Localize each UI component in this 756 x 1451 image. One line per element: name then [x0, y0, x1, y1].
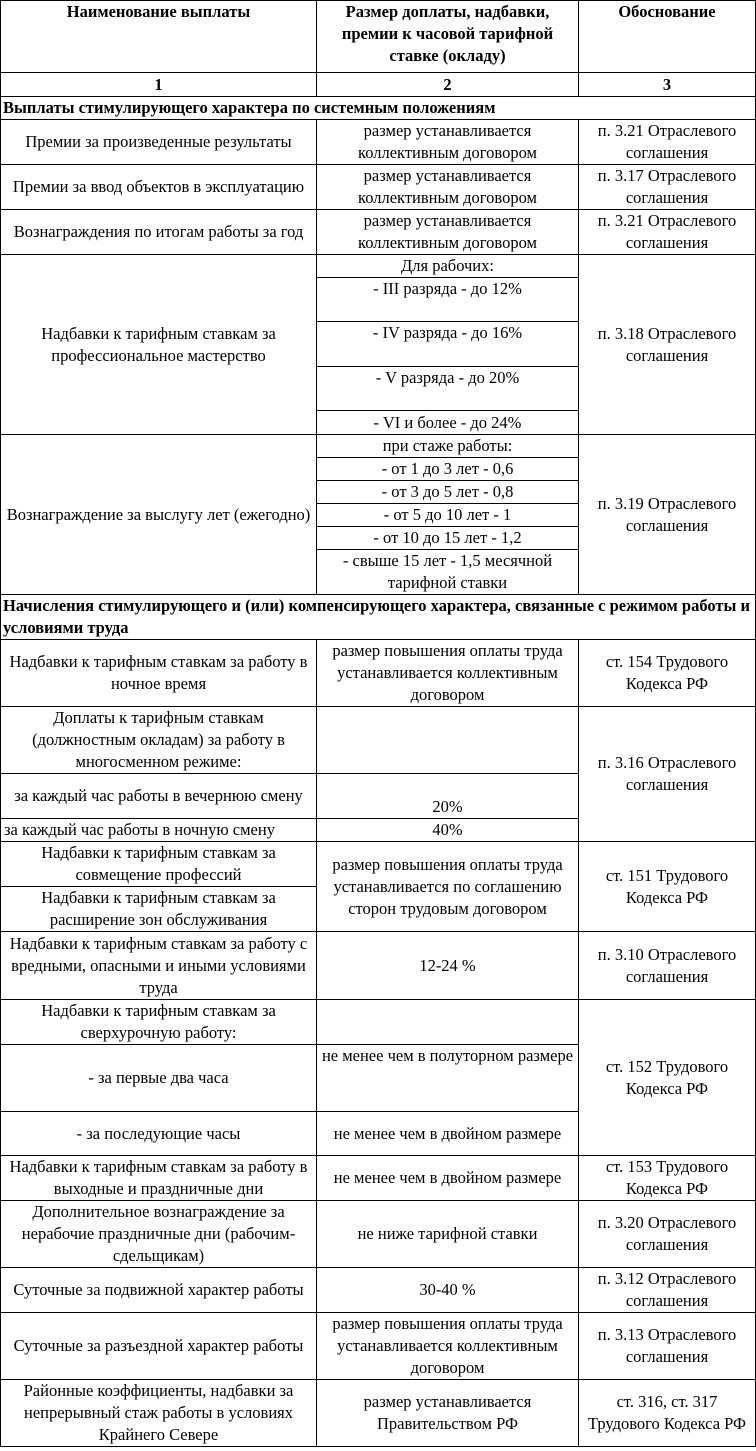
payment-size [317, 707, 579, 774]
table-row [1, 932, 756, 1000]
table-row [1, 1156, 756, 1201]
column-number-row [1, 73, 756, 97]
payment-name: Надбавки к тарифным ставкам за совмещение профессий [1, 842, 317, 887]
payment-name: за каждый час работы в вечернюю смену [1, 774, 317, 819]
table-row [1, 1380, 756, 1447]
payment-size: 20% [317, 774, 579, 819]
payment-name: Надбавки к тарифным ставкам за сверхурочную работу: [1, 1000, 317, 1045]
header-row [1, 1, 756, 73]
payment-size: Для рабочих: [317, 255, 579, 278]
section-row [1, 595, 756, 640]
payment-name: Премии за произведенные результаты [1, 120, 317, 165]
payment-name: Надбавки к тарифным ставкам за расширение зон обслуживания [1, 887, 317, 932]
header-basis: Обоснование [579, 1, 756, 73]
table-row [1, 435, 756, 458]
column-number: 2 [317, 73, 579, 97]
table-row [1, 255, 756, 278]
section-title: Начисления стимулирующего и (или) компенсирующего характера, связанные с режимом работы и условиями труда [1, 595, 756, 640]
table-row [1, 707, 756, 774]
payment-name: Дополнительное вознаграждение за нерабочие праздничные дни (рабочим-сдельщикам) [1, 1201, 317, 1268]
payment-size [317, 1000, 579, 1045]
header-size: Размер доплаты, надбавки, премии к часовой тарифной ставке (окладу) [317, 1, 579, 73]
payment-size: размер устанавливается коллективным договором [317, 210, 579, 255]
payment-size: - VI и более - до 24% [317, 411, 579, 435]
payment-name: - за последующие часы [1, 1112, 317, 1156]
payment-basis: п. 3.19 Отраслевого соглашения [579, 435, 756, 595]
column-number: 1 [1, 73, 317, 97]
table-row [1, 842, 756, 887]
payment-name: Надбавки к тарифным ставкам за работу с вредными, опасными и иными условиями труда [1, 932, 317, 1000]
column-number: 3 [579, 73, 756, 97]
payment-size: - от 1 до 3 лет - 0,6 [317, 458, 579, 481]
payment-size: размер повышения оплаты труда устанавливается коллективным договором [317, 640, 579, 707]
payment-name: Районные коэффициенты, надбавки за непрерывный стаж работы в условиях Крайнего Севере [1, 1380, 317, 1447]
payment-size: 12-24 % [317, 932, 579, 1000]
payment-name: Надбавки к тарифным ставкам за профессиональное мастерство [1, 255, 317, 435]
payment-size: - IV разряда - до 16% [317, 322, 579, 367]
payment-name: Доплаты к тарифным ставкам (должностным окладам) за работу в многосменном режиме: [1, 707, 317, 774]
payment-size: размер устанавливается коллективным договором [317, 120, 579, 165]
payment-size: не менее чем в двойном размере [317, 1112, 579, 1156]
payment-size: размер повышения оплаты труда устанавливается коллективным договором [317, 1313, 579, 1380]
payment-size: - от 5 до 10 лет - 1 [317, 504, 579, 527]
payment-name: Премии за ввод объектов в эксплуатацию [1, 165, 317, 210]
payment-size: - III разряда - до 12% [317, 278, 579, 322]
payment-basis: ст. 154 Трудового Кодекса РФ [579, 640, 756, 707]
payment-basis: п. 3.20 Отраслевого соглашения [579, 1201, 756, 1268]
payment-basis: ст. 151 Трудового Кодекса РФ [579, 842, 756, 932]
payment-basis: п. 3.21 Отраслевого соглашения [579, 120, 756, 165]
payment-name: Надбавки к тарифным ставкам за работу в выходные и праздничные дни [1, 1156, 317, 1201]
payment-size: - свыше 15 лет - 1,5 месячной тарифной ставки [317, 550, 579, 595]
payment-size: не менее чем в двойном размере [317, 1156, 579, 1201]
payment-size: размер устанавливается Правительством РФ [317, 1380, 579, 1447]
table-row [1, 1000, 756, 1045]
payment-name: - за первые два часа [1, 1045, 317, 1112]
payment-basis: п. 3.10 Отраслевого соглашения [579, 932, 756, 1000]
payment-basis: п. 3.13 Отраслевого соглашения [579, 1313, 756, 1380]
payment-name: Суточные за разъездной характер работы [1, 1313, 317, 1380]
table-row [1, 1313, 756, 1380]
payment-size: не менее чем в полуторном размере [317, 1045, 579, 1112]
payment-size: - от 10 до 15 лет - 1,2 [317, 527, 579, 550]
table-row [1, 1201, 756, 1268]
table-row [1, 640, 756, 707]
payment-name: Суточные за подвижной характер работы [1, 1268, 317, 1313]
payment-size: размер устанавливается коллективным договором [317, 165, 579, 210]
payment-name: Надбавки к тарифным ставкам за работу в ночное время [1, 640, 317, 707]
table-row [1, 120, 756, 165]
payment-name: Вознаграждения по итогам работы за год [1, 210, 317, 255]
payment-basis: п. 3.17 Отраслевого соглашения [579, 165, 756, 210]
payment-name: за каждый час работы в ночную смену [1, 819, 317, 842]
payment-size: размер повышения оплаты труда устанавливается по соглашению сторон трудовым договором [317, 842, 579, 932]
table-row [1, 1268, 756, 1313]
section-row [1, 97, 756, 120]
header-name: Наименование выплаты [1, 1, 317, 73]
section-title: Выплаты стимулирующего характера по системным положениям [1, 97, 756, 120]
payment-size: 30-40 % [317, 1268, 579, 1313]
payment-basis: п. 3.12 Отраслевого соглашения [579, 1268, 756, 1313]
payment-size: 40% [317, 819, 579, 842]
table-row [1, 165, 756, 210]
table-row [1, 210, 756, 255]
payment-basis: ст. 316, ст. 317 Трудового Кодекса РФ [579, 1380, 756, 1447]
payment-basis: п. 3.16 Отраслевого соглашения [579, 707, 756, 842]
payment-basis: п. 3.21 Отраслевого соглашения [579, 210, 756, 255]
payment-size: не ниже тарифной ставки [317, 1201, 579, 1268]
payment-name: Вознаграждение за выслугу лет (ежегодно) [1, 435, 317, 595]
payment-basis: ст. 153 Трудового Кодекса РФ [579, 1156, 756, 1201]
payment-size: при стаже работы: [317, 435, 579, 458]
payment-basis: п. 3.18 Отраслевого соглашения [579, 255, 756, 435]
payment-basis: ст. 152 Трудового Кодекса РФ [579, 1000, 756, 1156]
payment-size: - V разряда - до 20% [317, 367, 579, 411]
payment-size: - от 3 до 5 лет - 0,8 [317, 481, 579, 504]
